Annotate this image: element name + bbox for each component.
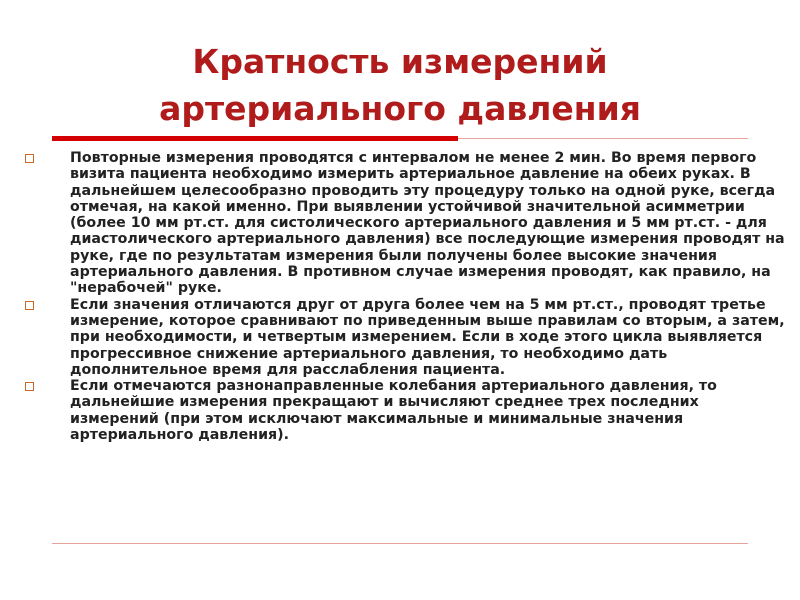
bullet-item-1: [20, 150, 790, 297]
bullet-text-1: Повторные измерения проводятся с интервалом не менее 2 мин. Во время первого визита пациента необходимо измерить артериальное давление на обеих руках. В дальнейшем целесообразно проводить эту процедуру только на одной руке, всегда отмечая, на какой именно. При выявлении устойчивой значительной асимметрии (более 10 мм рт.ст. для систолического артериального давления и 5 мм рт.ст. - для диастолического артериального давления) все последующие измерения проводят на руке, где по результатам измерения были получены более высокие значения артериального давления. В противном случае измерения проводят, как правило, на "нерабочей" руке.: [70, 150, 785, 297]
bullet-text-3: Если отмечаются разнонаправленные колебания артериального давления, то дальнейшие измерения прекращают и вычисляют среднее трех последних измерений (при этом исключают максимальные и минимальные значения артериального давления).: [70, 378, 717, 444]
slide-title: [0, 38, 800, 132]
title-line-2: артериального давления: [159, 89, 641, 128]
square-bullet-icon: [25, 382, 34, 391]
bullet-item-2: [20, 297, 790, 378]
bullet-item-3: [20, 378, 790, 443]
title-line-1: Кратность измерений: [192, 42, 608, 81]
title-underline-accent: [52, 136, 458, 141]
footer-rule: [52, 543, 748, 544]
square-bullet-icon: [25, 154, 34, 163]
square-bullet-icon: [25, 301, 34, 310]
bullet-text-2: Если значения отличаются друг от друга более чем на 5 мм рт.ст., проводят третье измерение, которое сравнивают по приведенным выше правилам со вторым, а затем, при необходимости, и четвертым измерением. Если в ходе этого цикла выявляется прогрессивное снижение артериального давления, то необходимо дать дополнительное время для расслабления пациента.: [70, 296, 785, 378]
bullet-list: [20, 150, 790, 443]
